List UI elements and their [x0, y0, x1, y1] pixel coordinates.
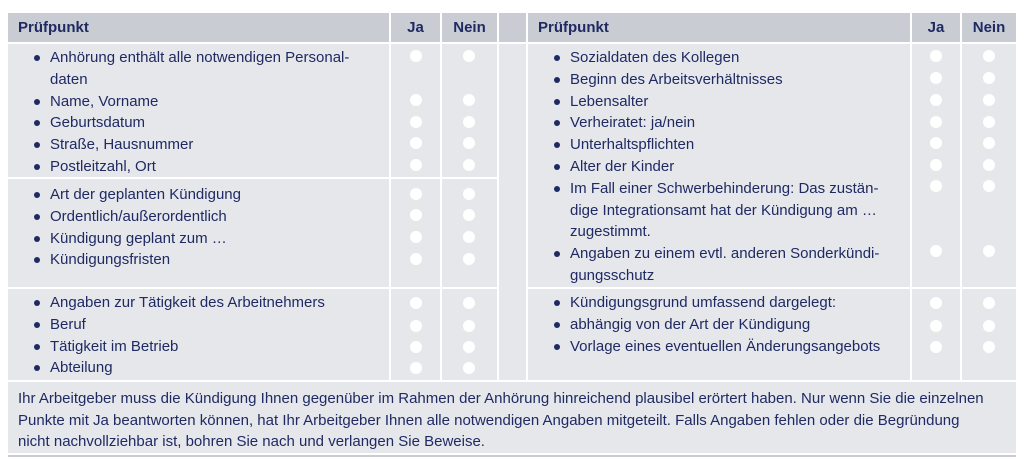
ja-radio[interactable]: [930, 116, 942, 128]
left-group-3-list: [30, 292, 325, 379]
ja-radio[interactable]: [930, 180, 942, 192]
ja-radio[interactable]: [930, 297, 942, 309]
right-group-1-list: [550, 47, 879, 287]
list-item: Anhörung enthält alle notwendigen Personal-: [30, 47, 349, 69]
left-header-pruefpunkt-label: Prüfpunkt: [18, 18, 89, 36]
right-header-ja: [912, 13, 960, 42]
list-item-continuation: zugestimmt.: [570, 223, 651, 241]
ja-radio[interactable]: [410, 94, 422, 106]
ja-radio[interactable]: [930, 72, 942, 84]
ja-radio[interactable]: [930, 50, 942, 62]
nein-radio[interactable]: [983, 137, 995, 149]
footer-line-3: nicht nachvollziehbar ist, bohren Sie nach und verlangen Sie Beweise.: [18, 433, 485, 450]
nein-radio[interactable]: [463, 320, 475, 332]
list-item-continuation: dige Integrationsamt hat der Kündigung am …: [570, 201, 877, 219]
ja-radio[interactable]: [930, 94, 942, 106]
nein-radio[interactable]: [463, 231, 475, 243]
list-item: Kündigungsgrund umfassend dargelegt:: [550, 292, 880, 314]
right-group-2-list: [550, 292, 880, 357]
ja-radio[interactable]: [410, 253, 422, 265]
list-item: Art der geplanten Kündigung: [30, 184, 241, 206]
right-header-nein: [962, 13, 1016, 42]
ja-radio[interactable]: [930, 137, 942, 149]
ja-radio[interactable]: [410, 188, 422, 200]
left-header-nein-label: Nein: [453, 18, 486, 36]
header-spacer: [499, 13, 526, 42]
list-item: Postleitzahl, Ort: [30, 156, 349, 178]
nein-radio[interactable]: [983, 94, 995, 106]
ja-radio[interactable]: [410, 159, 422, 171]
list-item: Beginn des Arbeitsverhältnisses: [550, 69, 879, 91]
nein-radio[interactable]: [463, 209, 475, 221]
nein-radio[interactable]: [463, 297, 475, 309]
left-header-nein: [442, 13, 497, 42]
left-group-1-ja-cell: [391, 44, 440, 177]
footer-line-1: Ihr Arbeitgeber muss die Kündigung Ihnen gegenüber im Rahmen der Anhörung hinreichend plausibel erörtert haben. Nur wenn Sie die einzelnen: [18, 390, 984, 407]
middle-spacer: [499, 44, 526, 380]
nein-radio[interactable]: [463, 253, 475, 265]
nein-radio[interactable]: [983, 320, 995, 332]
list-item: Sozialdaten des Kollegen: [550, 47, 879, 69]
list-item: Alter der Kinder: [550, 156, 879, 178]
nein-radio[interactable]: [463, 188, 475, 200]
list-item: abhängig von der Art der Kündigung: [550, 314, 880, 336]
right-header-pruefpunkt-label: Prüfpunkt: [538, 18, 609, 36]
list-item: Beruf: [30, 314, 325, 336]
ja-radio[interactable]: [410, 116, 422, 128]
ja-radio[interactable]: [410, 231, 422, 243]
ja-radio[interactable]: [930, 159, 942, 171]
left-group-2-list: [30, 184, 241, 271]
nein-radio[interactable]: [463, 94, 475, 106]
list-item: Im Fall einer Schwerbehinderung: Das zustän-: [550, 178, 879, 200]
list-item: Straße, Hausnummer: [30, 134, 349, 156]
list-item: Abteilung: [30, 357, 325, 379]
nein-radio[interactable]: [983, 180, 995, 192]
ja-radio[interactable]: [930, 341, 942, 353]
list-item: Kündigung geplant zum …: [30, 228, 241, 250]
list-item: Lebensalter: [550, 91, 879, 113]
nein-radio[interactable]: [463, 341, 475, 353]
nein-radio[interactable]: [983, 50, 995, 62]
left-group-1-nein-cell: [442, 44, 497, 177]
ja-radio[interactable]: [410, 297, 422, 309]
left-header-ja-label: Ja: [407, 18, 424, 36]
list-item: Name, Vorname: [30, 91, 349, 113]
nein-radio[interactable]: [463, 159, 475, 171]
left-header-ja: [391, 13, 440, 42]
list-item: Ordentlich/außerordentlich: [30, 206, 241, 228]
nein-radio[interactable]: [983, 341, 995, 353]
bottom-rule: [8, 455, 1016, 457]
list-item: Unterhaltspflichten: [550, 134, 879, 156]
left-header-pruefpunkt: [8, 13, 389, 42]
list-item: Vorlage eines eventuellen Änderungsangebots: [550, 336, 880, 358]
ja-radio[interactable]: [410, 209, 422, 221]
right-header-ja-label: Ja: [927, 18, 945, 36]
nein-radio[interactable]: [463, 362, 475, 374]
list-item: Angaben zu einem evtl. anderen Sonderkündi-: [550, 243, 879, 265]
left-group-1-list: [30, 47, 349, 178]
ja-radio[interactable]: [410, 341, 422, 353]
footer-line-2: Punkte mit Ja beantworten können, hat Ihr Arbeitgeber Ihnen alle notwendigen Angaben mitgeteilt. Falls Angaben fehlen oder die Begründung: [18, 411, 960, 429]
ja-radio[interactable]: [930, 320, 942, 332]
nein-radio[interactable]: [463, 137, 475, 149]
ja-radio[interactable]: [410, 137, 422, 149]
list-item: Tätigkeit im Betrieb: [30, 336, 325, 358]
nein-radio[interactable]: [983, 245, 995, 257]
nein-radio[interactable]: [983, 159, 995, 171]
nein-radio[interactable]: [983, 297, 995, 309]
ja-radio[interactable]: [410, 50, 422, 62]
nein-radio[interactable]: [983, 72, 995, 84]
ja-radio[interactable]: [410, 320, 422, 332]
footer-text: [18, 388, 1006, 453]
right-header-pruefpunkt: [528, 13, 910, 42]
list-item: Angaben zur Tätigkeit des Arbeitnehmers: [30, 292, 325, 314]
ja-radio[interactable]: [410, 362, 422, 374]
list-item: Geburtsdatum: [30, 112, 349, 134]
nein-radio[interactable]: [983, 116, 995, 128]
list-item-continuation: gungsschutz: [570, 266, 655, 284]
list-item: Verheiratet: ja/nein: [550, 112, 879, 134]
right-header-nein-label: Nein: [972, 18, 1006, 36]
nein-radio[interactable]: [463, 50, 475, 62]
list-item: Kündigungsfristen: [30, 249, 241, 271]
ja-radio[interactable]: [930, 245, 942, 257]
nein-radio[interactable]: [463, 116, 475, 128]
footer-note: [8, 382, 1016, 453]
list-item-continuation: daten: [50, 70, 88, 88]
